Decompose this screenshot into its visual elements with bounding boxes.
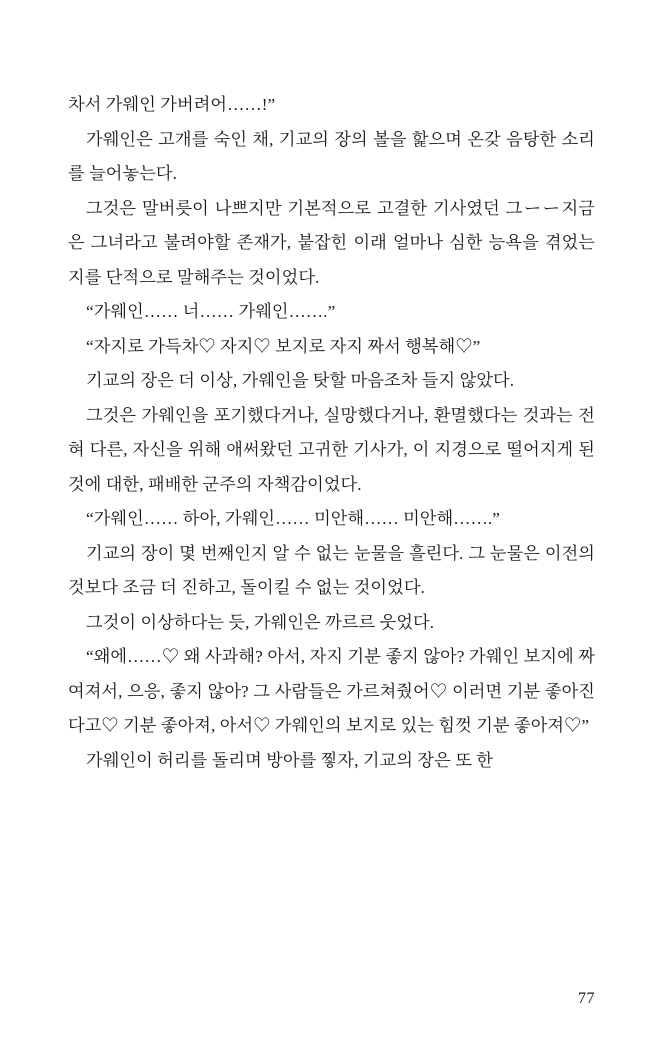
paragraph: 그것은 말버릇이 나쁘지만 기본적으로 고결한 기사였던 그ーー지금은 그녀라고 불려야할 존재가, 붙잡힌 이래 얼마나 심한 능욕을 겪었는지를 단적으로 말해주는 것이었다. — [68, 198, 595, 287]
paragraph: “가웨인…… 너…… 가웨인…….” — [86, 302, 336, 321]
paragraph: 기교의 장은 더 이상, 가웨인을 탓할 마음조차 들지 않았다. — [86, 371, 515, 390]
paragraph: “왜에……♡ 왜 사과해? 아서, 자지 기분 좋지 않아? 가웨인 보지에 짜여져서, 으응, 좋지 않아? 그 사람들은 가르쳐줬어♡ 이러면 기분 좋아진다고♡ 기분 좋아져, 아서♡ 가웨인의 보지로 있는 힘껏 기분 좋아져♡” — [68, 647, 595, 735]
paragraph: 가웨인은 고개를 숙인 채, 기교의 장의 볼을 핥으며 온갖 음탕한 소리를 늘어놓는다. — [68, 129, 595, 183]
paragraph: 기교의 장이 몇 번째인지 알 수 없는 눈물을 흘린다. 그 눈물은 이전의 것보다 조금 더 진하고, 돌이킬 수 없는 것이었다. — [68, 543, 595, 597]
paragraph: 차서 가웨인 가버려어……!” — [68, 95, 276, 114]
paragraph: 가웨인이 허리를 돌리며 방아를 찧자, 기교의 장은 또 한 — [86, 750, 494, 770]
paragraph: 그것이 이상하다는 듯, 가웨인은 까르르 웃었다. — [86, 612, 435, 632]
paragraph: “가웨인…… 하아, 가웨인…… 미안해…… 미안해…….” — [86, 509, 500, 528]
page-body — [68, 88, 595, 778]
paragraph: “자지로 가득차♡ 자지♡ 보지로 자지 짜서 행복해♡” — [86, 336, 481, 356]
paragraph: 그것은 가웨인을 포기했다거나, 실망했다거나, 환멸했다는 것과는 전혀 다른, 자신을 위해 애써왔던 고귀한 기사가, 이 지경으로 떨어지게 된 것에 대한, 패배한 군주의 자책감이었다. — [68, 405, 595, 494]
page-number: 77 — [578, 990, 595, 1007]
